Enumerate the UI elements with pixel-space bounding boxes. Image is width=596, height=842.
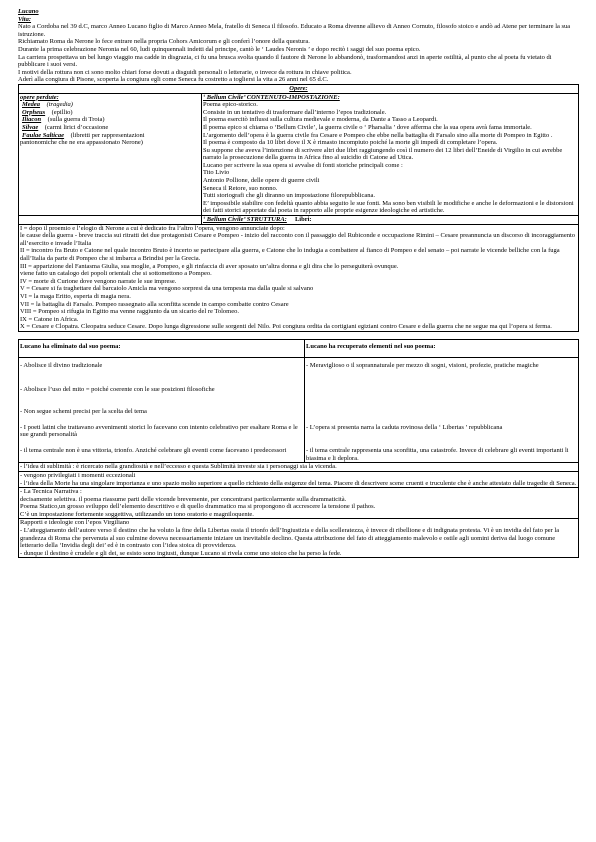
eliminato-item: - I poeti latini che trattavano avvenimenti storici lo facevano con intento celebrativo per esaltare Roma e le sue grandi personalità bbox=[20, 423, 298, 439]
rapporti-line: - dunque il destino è crudele e gli dei, se esisto sono ingiusti, dunque Lucano si rivela come uno stoico che ha perso la fede. bbox=[20, 549, 342, 557]
vita-line: La carriera prospettava un bel lungo viaggio ma cadde in disgrazia, ci fu una brusca svolta quando il fautore di Nerone lo abbandonò, trasformandosi anzi in aperte ostilità, al punto che al poeta fu vietato di pubblicare i suoi versi. bbox=[18, 53, 552, 69]
eliminato-item: - Non segue schemi precisi per la scelta del tema bbox=[20, 408, 147, 416]
recuperato-item: - il tema centrale rappresenta una sconfitta, una catastrofe. Invece di celebrare gli eventi importanti li biasima e li deplora. bbox=[306, 447, 569, 462]
rapporti-line: Rapporti e ideologie con l’epos Virgiliano bbox=[20, 519, 130, 527]
libro-line: VI = la maga Eritto, esperta di magia nera. bbox=[20, 292, 131, 300]
bellum-line: Il poema esercitò influssi sulla cultura medievale e moderna, da Dante a Tasso a Leopardi. bbox=[203, 116, 438, 124]
vita-section bbox=[18, 23, 578, 84]
vita-line: Durante la prima celebrazione Neronia nel 60, ludi quinquennali indetti dal principe, cantò le ‘ Laudes Neronis ’ e dopo recitò i saggi del suo poema epico. bbox=[18, 45, 421, 53]
struttura-left-cell bbox=[19, 216, 202, 225]
libro-line: III = apparizione del Fantasma Giulia, sua moglie, a Pompeo, e gli rinfaccia di aver sposato un’altra donna e gli dira che lo perseguiterà ovunque. bbox=[20, 262, 399, 270]
eliminato-item: - il tema centrale non è una vittoria, trionfo. Anziché celebrare gli eventi come facevano i predecessori bbox=[20, 446, 287, 454]
lost-work-item: Iliacon (sulla guerra di Troia) bbox=[22, 116, 105, 124]
document-page bbox=[18, 8, 578, 558]
vita-heading: Vita: bbox=[18, 15, 32, 23]
eliminato-header: Lucano ha eliminato dal suo poema: bbox=[19, 339, 305, 357]
bellum-line: Tito Livio bbox=[203, 169, 230, 177]
libro-line: II = incontro fra Bruto e Catone nel quale incontro Bruto è incerto se partecipare alla guerra, e Catone che lo indugia a combattere al fianco di Pompeo e del senato – poi narrate le vicende belliche con la fuga dall’Italia da parte di Pompeo che si imbarca a Brindisi per la Grecia. bbox=[20, 247, 560, 262]
libro-line: VII = la battaglia di Farsalo. Pompeo rassegnato alla sconfitta scende in campo combatte contro Cesare bbox=[20, 300, 289, 308]
bellum-line: Il poema epico si chiama o ‘Bellum Civile’, la guerra civile o ‘ Pharsalia ’ dove afferma che la sua opera avrà fama immortale. bbox=[203, 123, 532, 131]
opere-table bbox=[18, 84, 579, 332]
bellum-line: Antonio Pollione, delle opere di guerre civili bbox=[203, 177, 320, 185]
libro-line: IX = Catone in Africa. bbox=[20, 315, 79, 323]
bellum-contenuto-heading: ‘ Bellum Civile’ CONTENUTO-IMPOSTAZIONE: bbox=[203, 93, 340, 101]
lost-work-item: Orpheus (epillio) bbox=[22, 108, 73, 116]
recuperato-cell bbox=[305, 357, 579, 462]
vita-line: Aderì alla congiura di Pisone, scoperta la congiura egli come Seneca fu costretto a togliersi la vita a 26 anni nel 65 d.C. bbox=[18, 76, 329, 84]
libro-line: X = Cesare e Clopatra. Cleopatra seduce Cesare. Dopo lunga digressione sulle sorgenti del Nilo. Poi congiura ordita da cortigiani egiziani contro Cesare e della guerra che ne segue ma qui l’opera si ferma. bbox=[20, 323, 552, 331]
tecnica-line: decisamente selettiva. il poema riassume parti delle vicende brevemente, per concentrarsi particolarmente sulla drammaticità. bbox=[20, 495, 347, 503]
libro-line: viene fatto un catalogo dei popoli orientali che si sottomettono a Pompeo. bbox=[20, 270, 212, 278]
eliminato-item: - Abolisce il divino tradizionale bbox=[20, 361, 103, 369]
opere-perdute-heading: opere perdute: bbox=[20, 93, 59, 101]
bellum-line: E’ impossibile stabilire con fedeltà quanto abbia seguito le sue fonti. Ma sono ben visibili le modifiche e anche le deformazioni e le distorsioni dei fatti storici apportate dal poeta in rapporto alle proprie esigenze ideologiche ed artistiche. bbox=[203, 199, 574, 215]
tecnica-line: C’è un impostazione fortemente soggettiva, utilizzando un tono oratorio e magniloquente. bbox=[20, 510, 254, 518]
lost-work-item: Faulae Salticae (libretti per rappresentazioni bbox=[22, 131, 145, 139]
libro-line: le cause della guerra - breve traccia sui ritratti dei due protagonisti Cesare e Pompeo - inizio del racconto con il passaggio del Rubiconde e occupazione Rimini – Cesare preannuncia un discorso di incoraggiamento all’esercito e invade l’Italia bbox=[20, 232, 576, 247]
libro-line: VIII = Pompeo si rifugia in Egitto ma venne raggiunto da un sicario del re Tolomeo. bbox=[20, 308, 239, 316]
struttura-header-cell bbox=[202, 216, 579, 225]
bellum-line: Seneca il Retore, suo nonno. bbox=[203, 184, 278, 192]
bellum-line: Consiste in un tentativo di trasformare dall’interno l’epos tradizionale. bbox=[203, 108, 387, 116]
bellum-line: Su suppone che aveva l’intenzione di scrivere altri due libri raggiungendo così il numero dei 12 libri dell’Eneide di Virgilio in cui avrebbe narrato la prosecuzione della guerra in Africa fino al suicidio di Catone ad Utica. bbox=[203, 146, 563, 162]
libri-cell bbox=[19, 224, 579, 331]
vita-line: Richiamato Roma da Nerone lo fece entrare nella propria Cohors Amicorum e gli conferì l’onore della questura. bbox=[18, 38, 310, 46]
opere-perdute-cell bbox=[19, 93, 202, 216]
bellum-line: Tutti storiografi che gli diranno un impostazione filorepubblicana. bbox=[203, 192, 375, 200]
sublimita-row: - l’idea di sublimità : è ricercato nella grandiosità e nell’eccesso e questa Sublimità investe sia i personaggi sia la vicenda. bbox=[19, 463, 579, 472]
tecnica-line: Poema Statico,un grosso sviluppo dell’elemento descrittivo e di quello drammatico ma si propongono di accrescere la tensione il pathos. bbox=[20, 503, 376, 511]
struttura-heading: ‘ Bellum Civile’ STRUTTURA: bbox=[203, 216, 287, 224]
privilegiati-line: - vengono privilegiati i momenti eccezionali bbox=[20, 471, 136, 479]
recuperato-header: Lucano ha recuperato elementi nel suo poema: bbox=[305, 339, 579, 357]
lost-work-item: Medea (tragedia) bbox=[22, 101, 73, 109]
bellum-line: Lucano per scrivere la sua opera si avvalse di fonti storiche principali come : bbox=[203, 161, 403, 169]
bellum-contenuto-cell bbox=[202, 93, 579, 216]
eliminato-item: - Abolisce l’uso del mito = poiché coerente con le sue posizioni filosofiche bbox=[20, 385, 215, 393]
rapporti-row bbox=[19, 519, 579, 558]
libri-label: Libri: bbox=[294, 216, 312, 224]
lost-work-tail: pantonomiche che ne era appassionato Nerone) bbox=[20, 139, 143, 147]
bellum-line: L’argomento dell’opera è la guerra civile fra Cesare e Pompeo che ebbe nella battaglia di Farsalo sino alla morte di Pompeo in Egitto . bbox=[203, 131, 553, 139]
bellum-line: Poema epico-storico. bbox=[203, 101, 258, 109]
bellum-line: Il poema è composto da 10 libri dove il X è rimasto incompiuto poiché la morte gli impedì di completare l’opera. bbox=[203, 139, 498, 147]
tecnica-line: - La Tecnica Narrativa : bbox=[20, 488, 82, 496]
opere-header: Opere: bbox=[19, 84, 579, 93]
privilegiati-line: - l’idea della Morte ha una singolare importanza e uno spazio molto superiore a quello richiesto della esigenze del tema. Piacere di descrivere scene cruenti e truculente che è anche attestato dalle tragedie di Seneca. bbox=[20, 479, 577, 487]
libro-line: V = Cesare si fa traghettare dal barcaiolo Amicla ma vengono sorpresi da una tempesta ma dalla quale si salvano bbox=[20, 285, 314, 293]
rapporti-line: - L’atteggiamento dell’autore verso il destino che ha voluto la fine della Libertas ossia il trionfo dell’Ingiustizia e della scelleratezza, è invece di ribellione e di indignata protesta. Vi è un invidia del fato per la grandezza di Roma che pervenuta al suo culmine doveva necessariamente iniziare un inevitabile declino. Questa attribuzione del fato di atteggiamento malevolo e ostile agli uomini deriva dal luogo comune letterario della ‘Invidia degli dei’ ed è in contrasto con l’idea stoica di provvidenza. bbox=[20, 527, 560, 550]
vita-line: I motivi della rottura non ci sono molto chiari forse dovuti a disguidi personali o letterarie, o invece da rottura in chiave politica. bbox=[18, 68, 352, 76]
privilegiati-row bbox=[19, 471, 579, 487]
lost-work-item: Silvae (carmi lirici d’occasione bbox=[22, 123, 109, 131]
libro-line: IV = morte di Curione dove vengono narrate le sue imprese. bbox=[20, 277, 177, 285]
comparison-table bbox=[18, 339, 579, 559]
recuperato-item: - Meraviglioso o il soprannaturale per mezzo di sogni, visioni, profezie, pratiche magiche bbox=[306, 361, 539, 369]
vita-line: Nato a Cordoba nel 39 d.C, marco Anneo Lucano figlio di Marco Anneo Mela, fratello di Seneca il filosofo. Educato a Roma divenne allievo di Anneo Cornuto, filosofo stoico e andò ad Atene per terminare la sua istruzione. bbox=[18, 23, 571, 38]
libro-line: I = dopo il proemio e l’elogio di Nerone a cui è dedicato fra l’altro l’opera, vengono annunciate dopo: bbox=[20, 224, 285, 232]
eliminato-cell bbox=[19, 357, 305, 462]
document-title: Lucano bbox=[18, 8, 39, 15]
tecnica-row bbox=[19, 488, 579, 519]
section-gap bbox=[18, 332, 578, 339]
recuperato-item: - L’opera si presenta narra la caduta rovinosa della ‘ Libertas ’ repubblicana bbox=[306, 423, 503, 431]
